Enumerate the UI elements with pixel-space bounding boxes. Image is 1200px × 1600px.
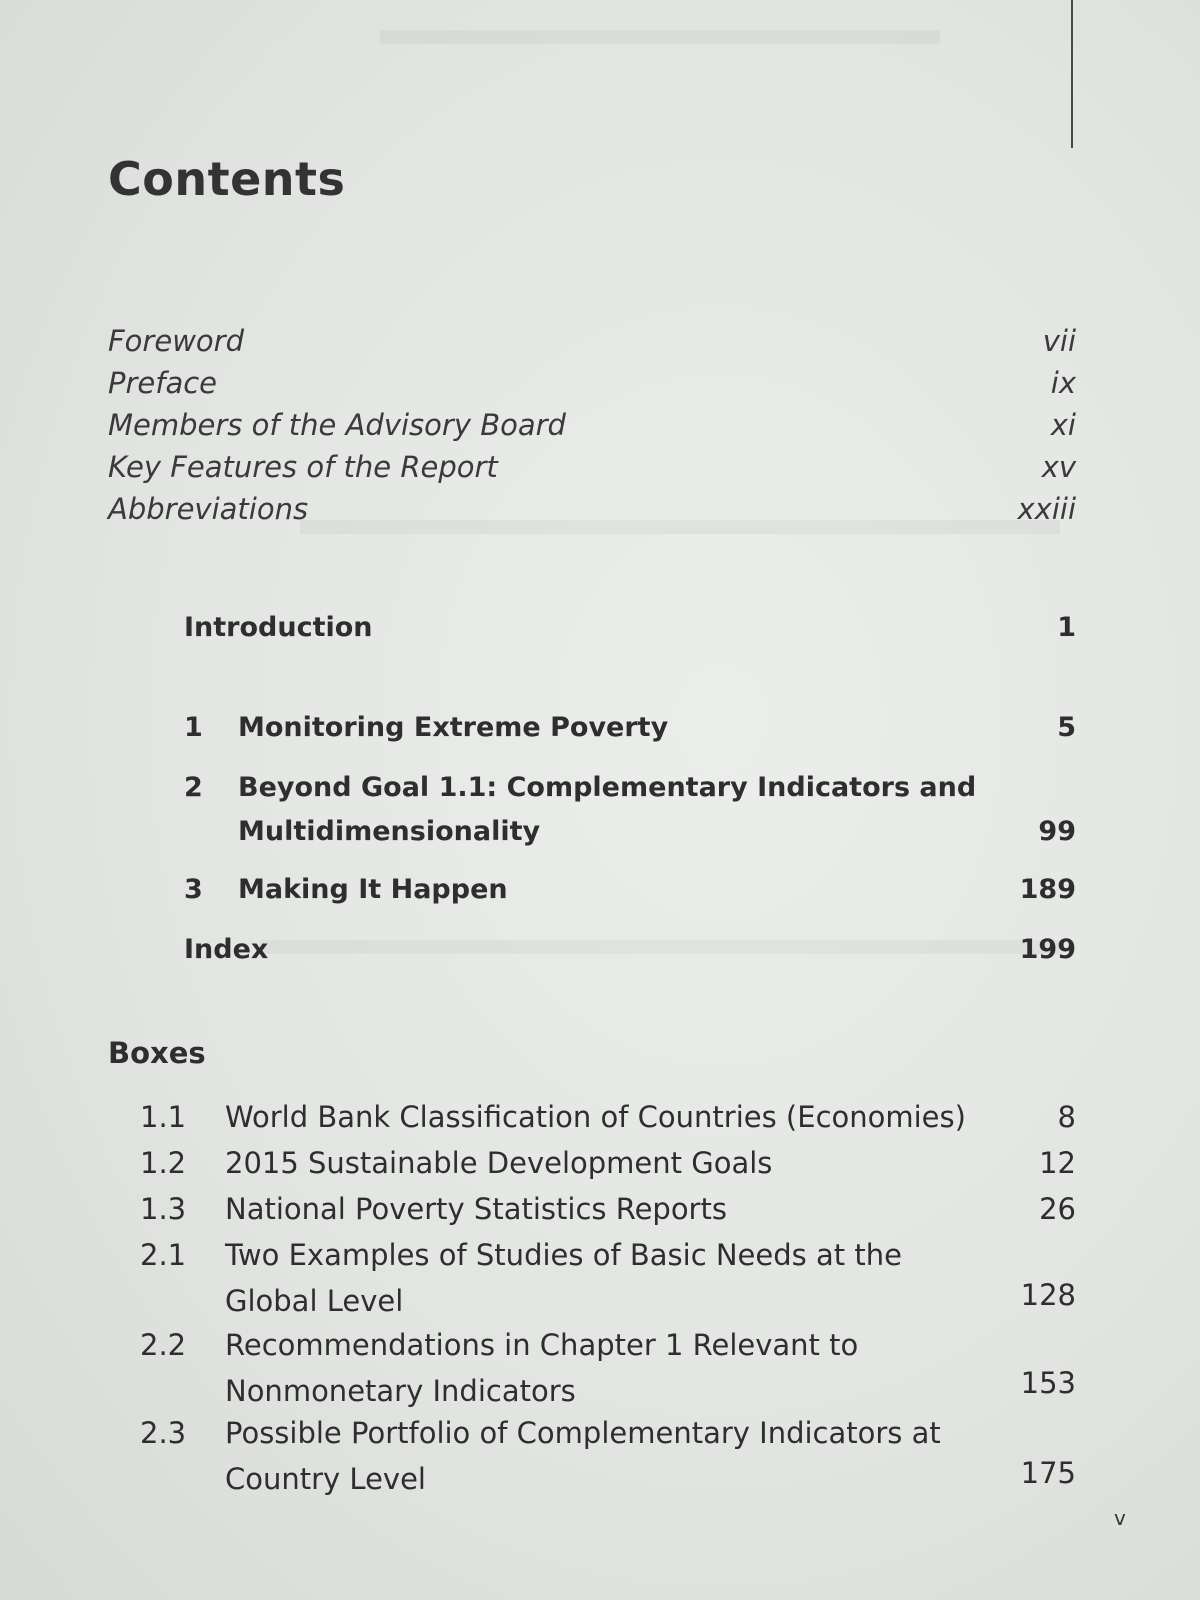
box-title-line-1: Recommendations in Chapter 1 Relevant to	[225, 1328, 859, 1362]
toc-entry-page: 26	[1039, 1192, 1076, 1226]
toc-entry-box-1-2[interactable]	[140, 1146, 1076, 1192]
box-number: 2.2	[140, 1328, 187, 1362]
toc-entry-introduction[interactable]	[184, 612, 1076, 652]
toc-entry-label: Introduction	[184, 612, 373, 643]
toc-entry-label: Key Features of the Report	[108, 450, 498, 484]
toc-entry-advisory-board[interactable]	[108, 408, 1076, 448]
boxes-section-heading: Boxes	[108, 1036, 206, 1070]
toc-entry-foreword[interactable]	[108, 324, 1076, 364]
box-title-line-2: Country Level	[225, 1462, 426, 1496]
show-through-decoration	[380, 30, 940, 44]
box-title-line-2: Nonmonetary Indicators	[225, 1374, 576, 1408]
page-binding-edge	[1071, 0, 1073, 148]
toc-entry-abbreviations[interactable]	[108, 492, 1076, 532]
toc-entry-page: xxiii	[1017, 492, 1076, 526]
toc-entry-label: Index	[184, 934, 269, 965]
box-title: World Bank Classification of Countries (Economies)	[225, 1100, 966, 1134]
toc-entry-page: 199	[1019, 934, 1076, 965]
box-number: 2.1	[140, 1238, 187, 1272]
toc-entry-chapter-3[interactable]	[184, 874, 1076, 918]
toc-entry-label: Preface	[108, 366, 218, 400]
box-number: 1.1	[140, 1100, 187, 1134]
toc-entry-page: 153	[1020, 1366, 1076, 1400]
toc-entry-page: 128	[1020, 1278, 1076, 1312]
toc-entry-preface[interactable]	[108, 366, 1076, 406]
chapter-title-line-2: Multidimensionality	[238, 816, 541, 847]
toc-entry-box-2-3[interactable]	[140, 1416, 1076, 1508]
toc-entry-chapter-1[interactable]	[184, 712, 1076, 756]
chapter-title: Monitoring Extreme Poverty	[238, 712, 669, 743]
chapter-title-line-1: Beyond Goal 1.1: Complementary Indicators and	[238, 772, 977, 803]
toc-entry-box-2-2[interactable]	[140, 1328, 1076, 1420]
box-title: 2015 Sustainable Development Goals	[225, 1146, 773, 1180]
box-number: 2.3	[140, 1416, 187, 1450]
toc-entry-page: 12	[1039, 1146, 1076, 1180]
page-title: Contents	[108, 152, 346, 206]
toc-entry-label: Foreword	[108, 324, 244, 358]
box-title-line-2: Global Level	[225, 1284, 404, 1318]
toc-entry-box-1-1[interactable]	[140, 1100, 1076, 1146]
box-number: 1.2	[140, 1146, 187, 1180]
toc-entry-index[interactable]	[184, 934, 1076, 978]
box-title: National Poverty Statistics Reports	[225, 1192, 727, 1226]
toc-entry-page: xv	[1041, 450, 1076, 484]
box-title-line-1: Possible Portfolio of Complementary Indicators at	[225, 1416, 941, 1450]
box-title-line-1: Two Examples of Studies of Basic Needs at the	[225, 1238, 902, 1272]
toc-entry-page: 5	[1057, 712, 1076, 743]
chapter-number: 1	[184, 712, 203, 743]
chapter-number: 3	[184, 874, 203, 905]
toc-entry-chapter-2[interactable]	[184, 772, 1076, 862]
chapter-number: 2	[184, 772, 203, 803]
toc-entry-label: Abbreviations	[108, 492, 309, 526]
toc-entry-page: 175	[1020, 1456, 1076, 1490]
page-number: v	[1114, 1506, 1126, 1530]
toc-entry-box-2-1[interactable]	[140, 1238, 1076, 1330]
toc-entry-box-1-3[interactable]	[140, 1192, 1076, 1238]
chapter-title: Making It Happen	[238, 874, 508, 905]
toc-entry-key-features[interactable]	[108, 450, 1076, 490]
toc-entry-page: 1	[1057, 612, 1076, 643]
toc-entry-page: 8	[1057, 1100, 1076, 1134]
toc-entry-page: vii	[1042, 324, 1076, 358]
toc-entry-page: ix	[1050, 366, 1076, 400]
toc-entry-page: 99	[1038, 816, 1076, 847]
box-number: 1.3	[140, 1192, 187, 1226]
toc-entry-page: 189	[1019, 874, 1076, 905]
toc-entry-label: Members of the Advisory Board	[108, 408, 566, 442]
toc-entry-page: xi	[1050, 408, 1076, 442]
